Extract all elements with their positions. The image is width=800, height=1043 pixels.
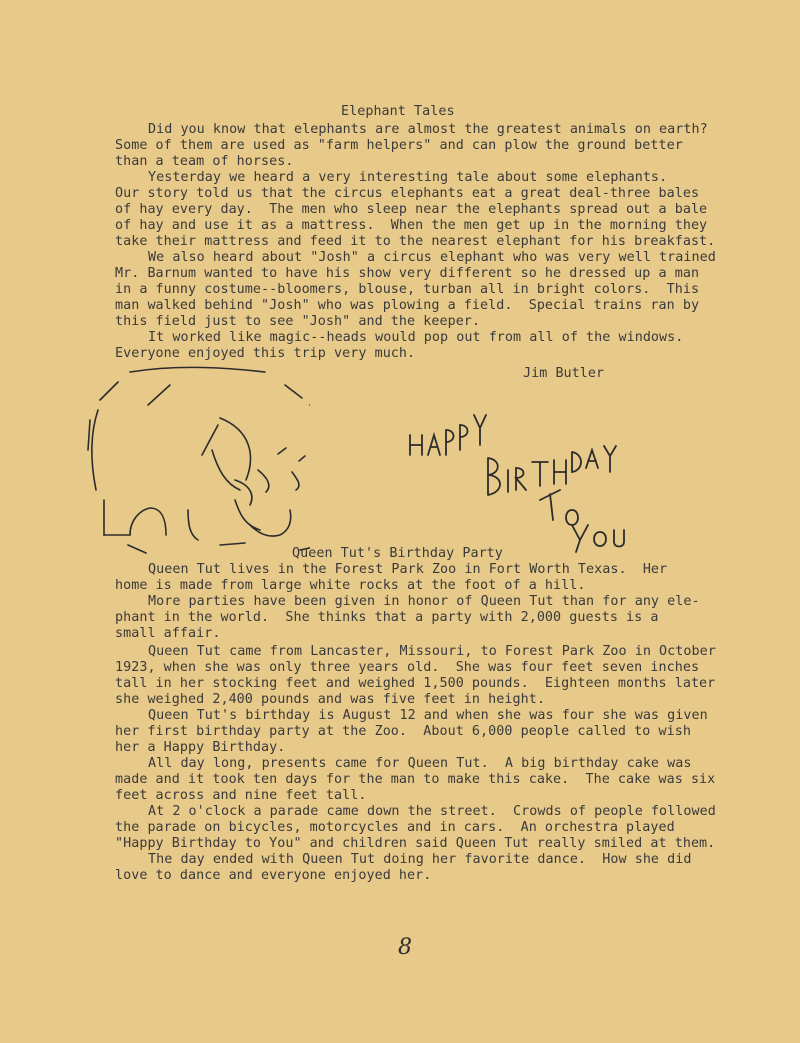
article1-line: than a team of horses. xyxy=(115,154,294,169)
article1-line: in a funny costume--bloomers, blouse, turban all in bright colors. This xyxy=(115,282,700,297)
article-title-queen-tut: Queen Tut's Birthday Party xyxy=(292,546,503,561)
article2-line: phant in the world. She thinks that a party with 2,000 guests is a xyxy=(115,610,659,625)
article2-line: home is made from large white rocks at the foot of a hill. xyxy=(115,578,586,593)
article1-line: Some of them are used as "farm helpers" and can plow the ground better xyxy=(115,138,683,153)
elephant-drawing xyxy=(70,360,310,560)
article2-line: All day long, presents came for Queen Tut. A big birthday cake was xyxy=(148,756,692,771)
article2-line: At 2 o'clock a parade came down the street. Crowds of people followed xyxy=(148,804,716,819)
article2-line: tall in her stocking feet and weighed 1,500 pounds. Eighteen months later xyxy=(115,676,716,691)
article2-line: small affair. xyxy=(115,626,221,641)
article1-line: of hay and use it as a mattress. When the men get up in the morning they xyxy=(115,218,708,233)
article-title-elephant-tales: Elephant Tales xyxy=(341,104,455,119)
article2-line: The day ended with Queen Tut doing her favorite dance. How she did xyxy=(148,852,692,867)
article1-line: Our story told us that the circus elephants eat a great deal-three bales xyxy=(115,186,700,201)
article2-line: 1923, when she was only three years old. She was four feet seven inches xyxy=(115,660,700,675)
happy-birthday-lettering xyxy=(400,410,640,560)
article1-line: Everyone enjoyed this trip very much. xyxy=(115,346,416,361)
article2-line: Queen Tut lives in the Forest Park Zoo in Fort Worth Texas. Her xyxy=(148,562,668,577)
article1-line: Did you know that elephants are almost the greatest animals on earth? xyxy=(148,122,708,137)
article1-line: We also heard about "Josh" a circus elephant who was very well trained xyxy=(148,250,716,265)
article2-line: made and it took ten days for the man to make this cake. The cake was six xyxy=(115,772,716,787)
article2-line: the parade on bicycles, motorcycles and in cars. An orchestra played xyxy=(115,820,675,835)
article2-line: Queen Tut's birthday is August 12 and when she was four she was given xyxy=(148,708,708,723)
article1-line: take their mattress and feed it to the nearest elephant for his breakfast. xyxy=(115,234,716,249)
page-number: 8 xyxy=(398,935,412,960)
article2-line: love to dance and everyone enjoyed her. xyxy=(115,868,432,883)
article1-line: Yesterday we heard a very interesting tale about some elephants. xyxy=(148,170,668,185)
article1-line: of hay every day. The men who sleep near the elephants spread out a bale xyxy=(115,202,708,217)
article2-line: her first birthday party at the Zoo. About 6,000 people called to wish xyxy=(115,724,691,739)
author-byline: Jim Butler xyxy=(523,366,605,381)
article1-line: It worked like magic--heads would pop out from all of the windows. xyxy=(148,330,684,345)
article1-line: this field just to see "Josh" and the keeper. xyxy=(115,314,481,329)
article2-line: "Happy Birthday to You" and children said Queen Tut really smiled at them. xyxy=(115,836,716,851)
article2-line: feet across and nine feet tall. xyxy=(115,788,367,803)
article2-line: Queen Tut came from Lancaster, Missouri, to Forest Park Zoo in October xyxy=(148,644,716,659)
article2-line: she weighed 2,400 pounds and was five feet in height. xyxy=(115,692,545,707)
article1-line: Mr. Barnum wanted to have his show very different so he dressed up a man xyxy=(115,266,700,281)
article2-line: her a Happy Birthday. xyxy=(115,740,286,755)
article2-line: More parties have been given in honor of Queen Tut than for any ele- xyxy=(148,594,700,609)
article1-line: man walked behind "Josh" who was plowing a field. Special trains ran by xyxy=(115,298,700,313)
